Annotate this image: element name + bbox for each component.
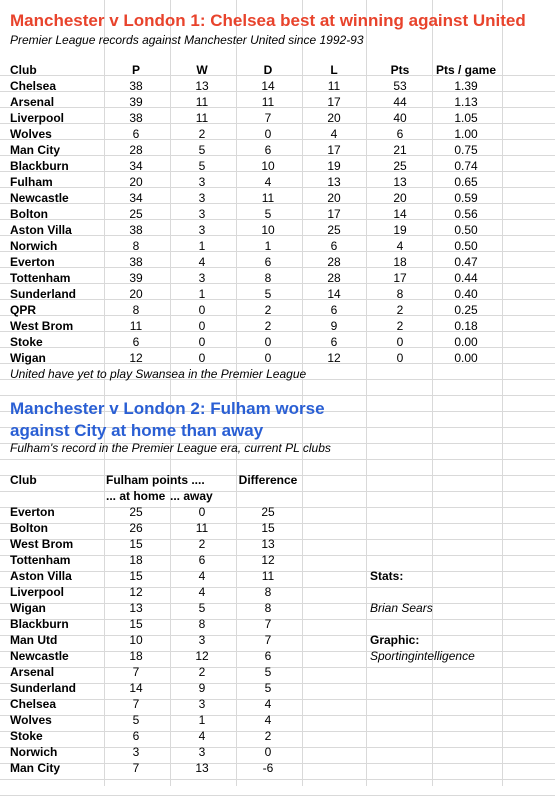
table1-value-cell: 17	[327, 207, 341, 221]
table2-value-cell: 15	[129, 537, 143, 551]
table2-title-line2	[0, 420, 555, 442]
table1-value-cell: 11	[261, 191, 275, 205]
table2-club-cell: West Brom	[10, 537, 74, 551]
table1-header-cell: P	[131, 63, 140, 77]
table1-value-cell: 20	[327, 111, 341, 125]
table1-value-cell: 1	[264, 239, 272, 253]
table1-value-cell: 25	[327, 223, 341, 237]
table1-value-cell: 8	[132, 239, 140, 253]
table2-club-cell: Stoke	[10, 729, 43, 743]
table1-value-cell: 17	[327, 143, 341, 157]
table1-row	[0, 174, 555, 190]
table2-row	[0, 632, 555, 648]
table1-value-cell: 5	[198, 143, 206, 157]
table1-value-cell: 8	[132, 303, 140, 317]
table1-club-cell: Stoke	[10, 335, 43, 349]
table2-value-cell: 4	[198, 569, 206, 583]
table1-value-cell: 4	[330, 127, 338, 141]
grid-row-line	[0, 395, 555, 396]
table1-row	[0, 238, 555, 254]
table1-club-cell: Tottenham	[10, 271, 71, 285]
table1-value-cell: 44	[393, 95, 407, 109]
table1-value-cell: 0	[264, 335, 272, 349]
table2-club-cell: Man Utd	[10, 633, 58, 647]
table1-row	[0, 78, 555, 94]
table1-value-cell: 12	[129, 351, 143, 365]
table1-value-cell: 6	[330, 303, 338, 317]
table2-subheader	[0, 488, 555, 504]
table1-club-cell: Fulham	[10, 175, 53, 189]
table2-value-cell: 12	[129, 585, 143, 599]
table2-value-cell: 11	[261, 569, 275, 583]
table1-value-cell: 28	[327, 271, 341, 285]
table2-header-cell: Fulham points ....	[106, 473, 205, 487]
table2-value-cell: 25	[129, 505, 143, 519]
table1-value-cell: 1	[198, 287, 206, 301]
table1-value-cell: 17	[393, 271, 407, 285]
table1-value-cell: 19	[327, 159, 341, 173]
table2-value-cell: 12	[261, 553, 275, 567]
table1-header-cell: Pts	[390, 63, 410, 77]
table1-value-cell: 5	[198, 159, 206, 173]
table1-value-cell: 21	[393, 143, 407, 157]
table1-subtitle-text: Premier League records against Manchester United since 1992-93	[10, 33, 364, 47]
table2-value-cell: 2	[198, 537, 206, 551]
table1-value-cell: 6	[264, 255, 272, 269]
table1-value-cell: 0.00	[454, 335, 478, 349]
table1-value-cell: 13	[327, 175, 341, 189]
table1-value-cell: 17	[327, 95, 341, 109]
table2-value-cell: 5	[198, 601, 206, 615]
table2-value-cell: 4	[264, 713, 272, 727]
table1-value-cell: 14	[393, 207, 407, 221]
table2-value-cell: 11	[195, 521, 209, 535]
table1-value-cell: 0.65	[454, 175, 478, 189]
table1-club-cell: Newcastle	[10, 191, 69, 205]
table2-subheader-cell: ... away	[170, 489, 213, 503]
table1-value-cell: 0.50	[454, 239, 478, 253]
table2-row	[0, 552, 555, 568]
table1-value-cell: 53	[393, 79, 407, 93]
table1-value-cell: 0.47	[454, 255, 478, 269]
table1-value-cell: 13	[393, 175, 407, 189]
table2-title-text: against City at home than away	[10, 421, 264, 440]
table1-row	[0, 270, 555, 286]
table2-club-cell: Blackburn	[10, 617, 69, 631]
table2-subtitle	[0, 440, 555, 456]
table2-value-cell: 3	[198, 697, 206, 711]
table1-header-cell: Pts / game	[435, 63, 497, 77]
table1-value-cell: 0	[264, 127, 272, 141]
table2-value-cell: 6	[264, 649, 272, 663]
table2-row	[0, 712, 555, 728]
table2-club-cell: Sunderland	[10, 681, 77, 695]
table2-club-cell: Wolves	[10, 713, 52, 727]
table1-header-cell: Club	[10, 63, 37, 77]
table1-value-cell: 0.18	[454, 319, 478, 333]
table1-value-cell: 2	[198, 127, 206, 141]
table1-value-cell: 8	[396, 287, 404, 301]
table1-club-cell: Man City	[10, 143, 61, 157]
table2-value-cell: 1	[198, 713, 206, 727]
table1-value-cell: 34	[129, 159, 143, 173]
table2-value-cell: 18	[129, 553, 143, 567]
table2-club-cell: Liverpool	[10, 585, 65, 599]
table1-value-cell: 9	[330, 319, 338, 333]
table2-row	[0, 520, 555, 536]
table2-club-cell: Tottenham	[10, 553, 71, 567]
table1-value-cell: 0	[396, 335, 404, 349]
table1-value-cell: 0	[198, 319, 206, 333]
table1-value-cell: 6	[132, 127, 140, 141]
table1-value-cell: 10	[261, 159, 275, 173]
table2-value-cell: 4	[264, 697, 272, 711]
table1-value-cell: 1.05	[454, 111, 478, 125]
table2-value-cell: 5	[264, 681, 272, 695]
table2-header	[0, 472, 555, 488]
table2-value-cell: 15	[129, 617, 143, 631]
table1-value-cell: 13	[195, 79, 209, 93]
table2-value-cell: 25	[261, 505, 275, 519]
table2-value-cell: 2	[264, 729, 272, 743]
table2-row	[0, 584, 555, 600]
table1-value-cell: 38	[129, 223, 143, 237]
table1-value-cell: 0.50	[454, 223, 478, 237]
table1-value-cell: 2	[264, 319, 272, 333]
table1-value-cell: 6	[396, 127, 404, 141]
table1-value-cell: 0	[264, 351, 272, 365]
table1-value-cell: 11	[195, 95, 209, 109]
table1-header-cell: D	[263, 63, 273, 77]
table1-club-cell: Bolton	[10, 207, 48, 221]
table2-subheader-cell: ... at home	[106, 489, 166, 503]
table2-row	[0, 680, 555, 696]
table1-value-cell: 2	[396, 303, 404, 317]
table1-value-cell: 6	[330, 335, 338, 349]
credits-graphic-label: Graphic:	[370, 633, 420, 647]
table1-header-cell: L	[330, 63, 338, 77]
table2-value-cell: 15	[261, 521, 275, 535]
table1-club-cell: Wolves	[10, 127, 52, 141]
table2-value-cell: 5	[264, 665, 272, 679]
table1-value-cell: 20	[129, 287, 143, 301]
table2-row	[0, 696, 555, 712]
table2-value-cell: 26	[129, 521, 143, 535]
table1-value-cell: 39	[129, 95, 143, 109]
table2-row	[0, 744, 555, 760]
table1-value-cell: 1.00	[454, 127, 478, 141]
table2-value-cell: 7	[132, 665, 140, 679]
table2-title-line1	[0, 398, 555, 420]
table2-value-cell: 13	[129, 601, 143, 615]
table2-row	[0, 600, 555, 616]
table1-value-cell: 11	[261, 95, 275, 109]
table2-value-cell: 7	[132, 761, 140, 775]
table1-row	[0, 350, 555, 366]
table2-club-cell: Bolton	[10, 521, 48, 535]
table1-value-cell: 5	[264, 287, 272, 301]
table1-club-cell: Wigan	[10, 351, 46, 365]
table1-value-cell: 2	[396, 319, 404, 333]
table1-value-cell: 38	[129, 79, 143, 93]
table2-value-cell: 3	[198, 633, 206, 647]
table1-row	[0, 318, 555, 334]
table1-value-cell: 3	[198, 191, 206, 205]
table2-value-cell: 8	[198, 617, 206, 631]
credits-stats-value: Brian Sears	[370, 601, 433, 615]
table1-value-cell: 1.13	[454, 95, 478, 109]
table2-title-text: Manchester v London 2: Fulham worse	[10, 399, 325, 418]
table1-club-cell: Aston Villa	[10, 223, 72, 237]
table2-value-cell: 6	[198, 553, 206, 567]
table2-value-cell: 8	[264, 601, 272, 615]
table1-value-cell: 3	[198, 223, 206, 237]
table1-value-cell: 4	[198, 255, 206, 269]
table1-title-text: Manchester v London 1: Chelsea best at winning against United	[10, 11, 526, 30]
table1-value-cell: 28	[327, 255, 341, 269]
table2-value-cell: 7	[264, 617, 272, 631]
table2-header-cell: Club	[10, 473, 37, 487]
table1-value-cell: 11	[327, 79, 341, 93]
table1-club-cell: Blackburn	[10, 159, 69, 173]
table1-row	[0, 94, 555, 110]
table1-value-cell: 6	[264, 143, 272, 157]
table1-value-cell: 3	[198, 207, 206, 221]
table1-value-cell: 0	[198, 351, 206, 365]
table1-value-cell: 20	[393, 191, 407, 205]
table2-club-cell: Chelsea	[10, 697, 57, 711]
table1-club-cell: Arsenal	[10, 95, 55, 109]
table1-value-cell: 1.39	[454, 79, 478, 93]
table1-value-cell: 0	[198, 303, 206, 317]
table1-club-cell: Liverpool	[10, 111, 65, 125]
table1-value-cell: 0.25	[454, 303, 478, 317]
table1-value-cell: 8	[264, 271, 272, 285]
table2-club-cell: Newcastle	[10, 649, 69, 663]
table1-value-cell: 3	[198, 175, 206, 189]
table1-value-cell: 0	[198, 335, 206, 349]
table1-club-cell: West Brom	[10, 319, 74, 333]
table2-value-cell: 13	[195, 761, 209, 775]
table2-header-cell: Difference	[238, 473, 298, 487]
table1-row	[0, 254, 555, 270]
credits-stats-label: Stats:	[370, 569, 404, 583]
table1-footnote-text: United have yet to play Swansea in the Premier League	[10, 367, 307, 381]
table1-footnote	[0, 366, 555, 382]
table1-value-cell: 11	[195, 111, 209, 125]
table2-value-cell: 5	[132, 713, 140, 727]
table1-row	[0, 334, 555, 350]
table1-value-cell: 25	[393, 159, 407, 173]
grid-row-line	[0, 459, 555, 460]
table2-value-cell: 14	[129, 681, 143, 695]
table2-club-cell: Arsenal	[10, 665, 55, 679]
table1-value-cell: 12	[327, 351, 341, 365]
table1-row	[0, 190, 555, 206]
table1-value-cell: 4	[264, 175, 272, 189]
table1-value-cell: 5	[264, 207, 272, 221]
table1-row	[0, 286, 555, 302]
table1-row	[0, 158, 555, 174]
table2-row	[0, 536, 555, 552]
table2-value-cell: 18	[129, 649, 143, 663]
table1-club-cell: Chelsea	[10, 79, 57, 93]
table1-row	[0, 142, 555, 158]
table1-value-cell: 0	[396, 351, 404, 365]
table1-value-cell: 0.56	[454, 207, 478, 221]
table2-value-cell: 15	[129, 569, 143, 583]
table2-value-cell: 13	[261, 537, 275, 551]
table1-club-cell: Norwich	[10, 239, 58, 253]
table1-value-cell: 10	[261, 223, 275, 237]
table1-value-cell: 34	[129, 191, 143, 205]
table1-value-cell: 4	[396, 239, 404, 253]
table2-row	[0, 504, 555, 520]
table1-value-cell: 0.59	[454, 191, 478, 205]
table2-value-cell: 12	[195, 649, 209, 663]
table1-row	[0, 206, 555, 222]
table1-value-cell: 19	[393, 223, 407, 237]
table2-row	[0, 664, 555, 680]
table1-header-cell: W	[196, 63, 208, 77]
table1-club-cell: QPR	[10, 303, 37, 317]
table2-value-cell: 3	[198, 745, 206, 759]
table1-value-cell: 6	[132, 335, 140, 349]
table1-value-cell: 14	[327, 287, 341, 301]
table2-row	[0, 616, 555, 632]
table2-club-cell: Man City	[10, 761, 61, 775]
table1-value-cell: 7	[264, 111, 272, 125]
table2-value-cell: -6	[262, 761, 274, 775]
table2-value-cell: 10	[129, 633, 143, 647]
table1-row	[0, 302, 555, 318]
table1-value-cell: 38	[129, 111, 143, 125]
table1-value-cell: 20	[129, 175, 143, 189]
table1-title	[0, 10, 555, 32]
table1-value-cell: 38	[129, 255, 143, 269]
table1-value-cell: 0.40	[454, 287, 478, 301]
table2-row	[0, 568, 555, 584]
table1-club-cell: Sunderland	[10, 287, 77, 301]
table2-value-cell: 4	[198, 729, 206, 743]
table2-club-cell: Norwich	[10, 745, 58, 759]
grid-row-line	[0, 779, 555, 780]
table2-subtitle-text: Fulham's record in the Premier League era, current PL clubs	[10, 441, 331, 455]
table1-club-cell: Everton	[10, 255, 55, 269]
table1-value-cell: 2	[264, 303, 272, 317]
table1-value-cell: 6	[330, 239, 338, 253]
table2-club-cell: Aston Villa	[10, 569, 72, 583]
table1-value-cell: 20	[327, 191, 341, 205]
table1-row	[0, 110, 555, 126]
table1-subtitle	[0, 32, 555, 48]
table2-club-cell: Wigan	[10, 601, 46, 615]
table1-row	[0, 126, 555, 142]
table1-value-cell: 40	[393, 111, 407, 125]
table2-value-cell: 0	[264, 745, 272, 759]
table2-value-cell: 3	[132, 745, 140, 759]
table1-value-cell: 0.44	[454, 271, 478, 285]
table2-value-cell: 6	[132, 729, 140, 743]
table1-header	[0, 62, 555, 78]
table1-value-cell: 3	[198, 271, 206, 285]
table1-value-cell: 39	[129, 271, 143, 285]
table1-value-cell: 11	[129, 319, 143, 333]
table2-value-cell: 8	[264, 585, 272, 599]
table2-value-cell: 2	[198, 665, 206, 679]
table2-value-cell: 7	[264, 633, 272, 647]
table1-value-cell: 25	[129, 207, 143, 221]
table2-row	[0, 728, 555, 744]
table1-value-cell: 0.75	[454, 143, 478, 157]
table1-value-cell: 1	[198, 239, 206, 253]
table1-value-cell: 0.00	[454, 351, 478, 365]
table2-row	[0, 760, 555, 776]
table2-value-cell: 7	[132, 697, 140, 711]
credits-graphic-value: Sportingintelligence	[370, 649, 475, 663]
table2-value-cell: 9	[198, 681, 206, 695]
table1-row	[0, 222, 555, 238]
table1-value-cell: 18	[393, 255, 407, 269]
table1-value-cell: 14	[261, 79, 275, 93]
table2-club-cell: Everton	[10, 505, 55, 519]
table2-row	[0, 648, 555, 664]
table1-value-cell: 0.74	[454, 159, 478, 173]
table2-value-cell: 0	[198, 505, 206, 519]
table2-value-cell: 4	[198, 585, 206, 599]
table1-value-cell: 28	[129, 143, 143, 157]
